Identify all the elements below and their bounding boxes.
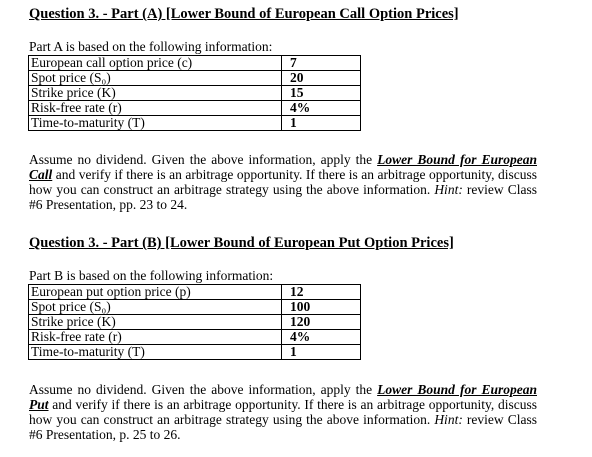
table-row xyxy=(29,116,361,131)
table-row xyxy=(29,345,361,360)
param-value: 15 xyxy=(282,86,361,101)
table-row xyxy=(29,300,361,315)
part-b-table xyxy=(28,284,361,360)
hint-text: review Class #6 Presentation, pp. 23 to 24. xyxy=(29,182,537,212)
table-row xyxy=(29,56,361,71)
param-value: 20 xyxy=(282,71,361,86)
hint-label: Hint: xyxy=(434,412,463,427)
param-label: Time-to-maturity (T) xyxy=(29,116,282,131)
table-row xyxy=(29,315,361,330)
table-row xyxy=(29,86,361,101)
para-text: and verify if there is an arbitrage opportunity. If there is an arbitrage opportunity, discuss how you can construct an arbitrage strategy using the above information. xyxy=(29,167,537,197)
param-value: 4% xyxy=(282,101,361,116)
param-value: 120 xyxy=(282,315,361,330)
para-text: and verify if there is an arbitrage opportunity. If there is an arbitrage opportunity, discuss how you can construct an arbitrage strategy using the above information. xyxy=(29,397,537,427)
param-label: European call option price (c) xyxy=(29,56,282,71)
param-label: Time-to-maturity (T) xyxy=(29,345,282,360)
part-b-intro: Part B is based on the following information: xyxy=(29,268,274,283)
table-row xyxy=(29,285,361,300)
hint-label: Hint: xyxy=(434,182,463,197)
param-value: 7 xyxy=(282,56,361,71)
part-b-instructions xyxy=(29,382,537,442)
part-a-intro: Part A is based on the following information: xyxy=(29,39,273,54)
param-label: Risk-free rate (r) xyxy=(29,101,282,116)
part-a-table xyxy=(28,55,361,131)
hint-text: review Class #6 Presentation, p. 25 to 26. xyxy=(29,412,537,442)
param-value: 4% xyxy=(282,330,361,345)
param-label: Spot price (S₀) xyxy=(29,71,282,86)
table-row xyxy=(29,101,361,116)
part-a-instructions xyxy=(29,152,537,212)
param-label: European put option price (p) xyxy=(29,285,282,300)
param-value: 1 xyxy=(282,116,361,131)
lower-bound-emphasis: Lower Bound for European Put xyxy=(29,382,537,412)
para-text: Assume no dividend. Given the above information, apply the xyxy=(29,382,378,397)
part-a-heading: Question 3. - Part (A) [Lower Bound of European Call Option Prices] xyxy=(29,6,459,22)
param-label: Spot price (S₀) xyxy=(29,300,282,315)
param-label: Risk-free rate (r) xyxy=(29,330,282,345)
param-value: 100 xyxy=(282,300,361,315)
param-label: Strike price (K) xyxy=(29,315,282,330)
param-label: Strike price (K) xyxy=(29,86,282,101)
param-value: 12 xyxy=(282,285,361,300)
param-value: 1 xyxy=(282,345,361,360)
table-row xyxy=(29,330,361,345)
para-text: Assume no dividend. Given the above information, apply the xyxy=(29,152,378,167)
part-b-heading: Question 3. - Part (B) [Lower Bound of European Put Option Prices] xyxy=(29,235,454,251)
table-row xyxy=(29,71,361,86)
lower-bound-emphasis: Lower Bound for European Call xyxy=(29,152,537,182)
